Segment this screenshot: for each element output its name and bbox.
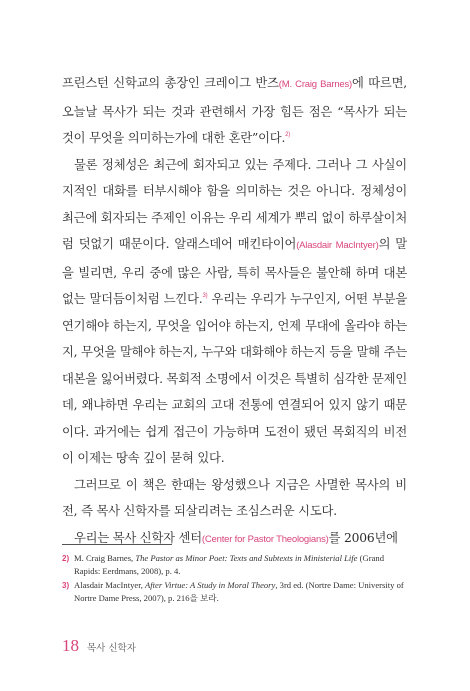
footnote-book-title: The Pastor as Minor Poet: Texts and Subtexts in Ministerial Life (135, 553, 358, 563)
english-name-macintyer: (Alasdair MacIntyer) (296, 240, 379, 251)
footnote-text: (Grand Rapids: Eerdmans, 2008), p. 4. (74, 553, 385, 577)
footnote-ref-2: 2) (285, 132, 291, 138)
paragraph-1-text-a: 프린스턴 신학교의 총장인 크레이그 반즈 (62, 76, 279, 90)
body-text (62, 70, 407, 553)
paragraph-4 (62, 525, 407, 554)
footnote-number: 2) (62, 554, 70, 563)
footnote-ref-3: 3) (202, 293, 208, 299)
footnote-text: , 3rd ed. (Nortre Dame: University of Nortre Dame Press, 2007), p. 216을 보라. (74, 579, 404, 604)
paragraph-2 (62, 152, 407, 472)
page-footer (62, 636, 136, 656)
paragraph-3 (62, 472, 407, 525)
paragraph-2-text-a: 물론 정체성은 최근에 회자되고 있는 주제다. 그러나 그 사실이 지적인 대화를 터부시해야 함을 의미하는 것은 아니다. 정체성이 최근에 회자되는 주제인 이유는 우리 세계가 뿌리 없이 하루살이처럼 덧없기 때문이다. 알래스데어 매킨타이어 (62, 157, 407, 251)
page-number: 18 (62, 636, 79, 655)
paragraph-4-text-a: 우리는 목사 신학자 센터 (74, 530, 202, 545)
running-title: 목사 신학자 (87, 643, 136, 654)
paragraph-3-text: 그러므로 이 책은 한때는 왕성했으나 지금은 사멸한 목사의 비전, 즉 목사 신학자를 되살리려는 조심스러운 시도다. (62, 477, 407, 518)
footnote-text: M. Craig Barnes, (74, 553, 136, 563)
footnote-2 (62, 552, 407, 579)
footnotes (62, 552, 407, 606)
footnote-3 (62, 579, 407, 606)
paragraph-1-text-b: 에 따르면, 오늘날 목사가 되는 것과 관련해서 가장 힘든 점은 “목사가 되는 것이 무엇을 의미하는가에 대한 혼란”이다. (62, 76, 407, 145)
paragraph-4-text-b: 를 2006년에 (328, 530, 398, 545)
paragraph-1 (62, 70, 407, 152)
paragraph-2-text-c: 우리는 우리가 누구인지, 어떤 부분을 연기해야 하는지, 무엇을 입어야 하는지, 언제 무대에 올라야 하는지, 무엇을 말해야 하는지, 누구와 대화해야 하는지 등을 말해 주는 대본을 잃어버렸다. 목회적 소명에서 이것은 특별히 심각한 문제인데, 왜냐하면 우리는 교회의 고대 전통에 연결되어 있지 않기 때문이다. 과거에는 쉽게 접근이 가능하며 도전이 됐던 목회직의 비전이 이제는 땅속 깊이 묻혀 있다. (62, 292, 408, 465)
paragraph-2-text-b: 의 말을 빌리면, 우리 중에 많은 사람, 특히 목사들은 불안해 하며 대본 없는 말더듬이처럼 느낀다. (62, 237, 407, 306)
footnote-book-title: After Virtue: A Study in Moral Theory (145, 579, 276, 590)
english-name-barnes: (M. Craig Barnes) (278, 79, 353, 90)
footnote-number: 3) (62, 580, 70, 590)
footnote-divider (62, 544, 172, 545)
footnote-text: Alasdair MacIntyer, (74, 579, 146, 590)
english-name-center: (Center for Pastor Theologians) (201, 533, 329, 545)
